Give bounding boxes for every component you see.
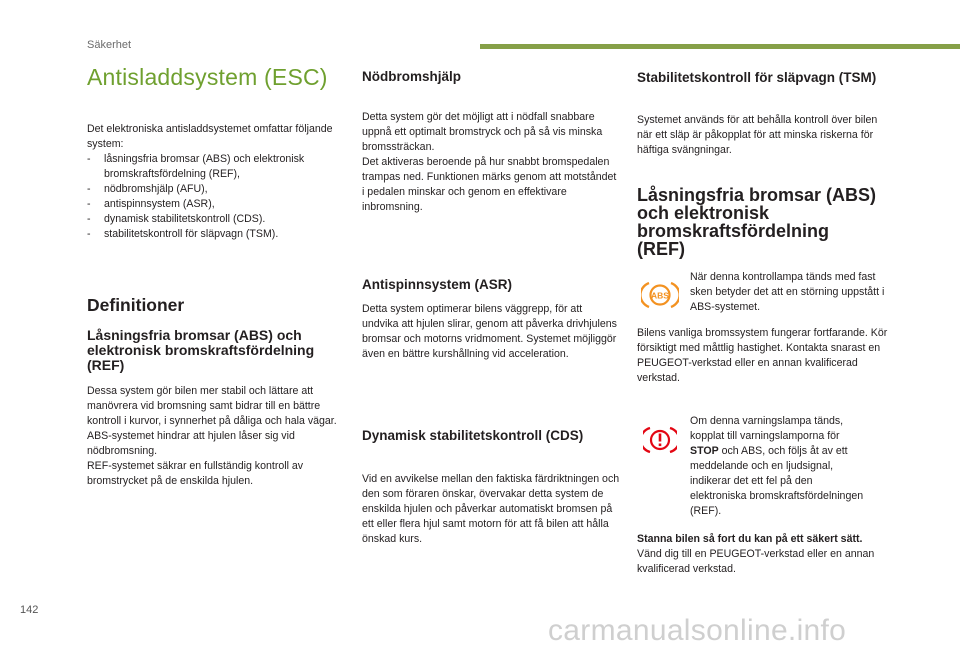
cds-heading: Dynamisk stabilitetskontroll (CDS) xyxy=(362,428,584,443)
abs-warning-heading: Låsningsfria bromsar (ABS) och elektronisk bromskraftsfördelning (REF) xyxy=(637,185,877,259)
tsm-text: Systemet används för att behålla kontroll över bilen när ett släp är påkopplat för att minska riskerna för häftiga svängningar. xyxy=(637,114,878,156)
section-label: Säkerhet xyxy=(87,39,132,51)
abs-definition-heading: Låsningsfria bromsar (ABS) och elektronisk bromskraftsfördelning (REF) xyxy=(87,327,315,373)
abs-normal-text: Bilens vanliga bromssystem fungerar fortfarande. Kör försiktigt med måttlig hastighet. Kontakta snarast en PEUGEOT-verkstad eller en annan kvalificerad verkstad. xyxy=(637,327,888,384)
page-number: 142 xyxy=(20,604,39,616)
stop-instructions: Stanna bilen så fort du kan på ett säkert sätt. Vänd dig till en PEUGEOT-verkstad eller en annan kvalificerad verkstad. xyxy=(637,533,875,575)
brake-warning-icon xyxy=(643,425,677,455)
list-item: - dynamisk stabilitetskontroll (CDS). xyxy=(87,213,266,225)
header-bar xyxy=(480,44,960,49)
abs-lamp-text: När denna kontrollampa tänds med fast sken betyder det att en störning uppstått i ABS-systemet. xyxy=(690,271,885,313)
asr-heading: Antispinnsystem (ASR) xyxy=(362,277,513,292)
svg-text:ABS: ABS xyxy=(651,290,669,301)
abs-warning-icon xyxy=(641,280,679,310)
watermark: carmanualsonline.info xyxy=(548,614,847,647)
intro-block xyxy=(87,122,347,242)
tsm-heading: Stabilitetskontroll för släpvagn (TSM) xyxy=(637,70,877,85)
asr-text: Detta system optimerar bilens väggrepp, för att undvika att hjulen slirar, genom att påverka drivhjulens bromsar och motorns vridmoment. Systemet möjliggör även en bättre kurshållning vid acceleration. xyxy=(362,303,617,360)
page-title: Antisladdsystem (ESC) xyxy=(87,64,328,90)
brake-warning-text: Om denna varningslampa tänds, kopplat till varningslamporna för STOP och ABS, och följs åt av ett meddelande och en ljudsignal, indikerar det ett fel på den elektroniska bromskraftsfördelningen (REF). xyxy=(690,415,864,517)
abs-definition-text: Dessa system gör bilen mer stabil och lättare att manövrera vid bromsning samt bidrar till en bättre kontroll i kurvor, i synnerhet på dåliga och hala vägar. ABS-systemet hindrar att hjulen låser sig vid nödbromsning. REF-systemet säkrar en fullständig kontroll av bromstrycket på de enskilda hjulen. xyxy=(87,385,337,487)
cds-text: Vid en avvikelse mellan den faktiska färdriktningen och den som föraren önskar, övervakar detta system de enskilda hjulen och påverkar automatiskt bromsen på ett eller flera hjul samt motorn för att få bilen att hålla önskad kurs. xyxy=(362,473,620,545)
definitions-heading: Definitioner xyxy=(87,295,185,315)
list-item: - stabilitetskontroll för släpvagn (TSM). xyxy=(87,228,279,240)
afu-heading: Nödbromshjälp xyxy=(362,69,462,84)
intro-text: Det elektroniska antisladdsystemet omfattar följande system: xyxy=(87,123,333,150)
list-item: - nödbromshjälp (AFU), xyxy=(87,183,208,195)
list-item: - låsningsfria bromsar (ABS) och elektronisk bromskraftsfördelning (REF), xyxy=(87,153,305,180)
list-item: - antispinnsystem (ASR), xyxy=(87,198,215,210)
afu-text: Detta system gör det möjligt att i nödfall snabbare uppnå ett optimalt bromstryck och på så vis minska bromssträckan. Det aktiveras beroende på hur snabbt bromspedalen trampas ned. Funktionen märks genom att motståndet i pedalen minskar och genom en effektivare inbromsning. xyxy=(362,111,617,213)
